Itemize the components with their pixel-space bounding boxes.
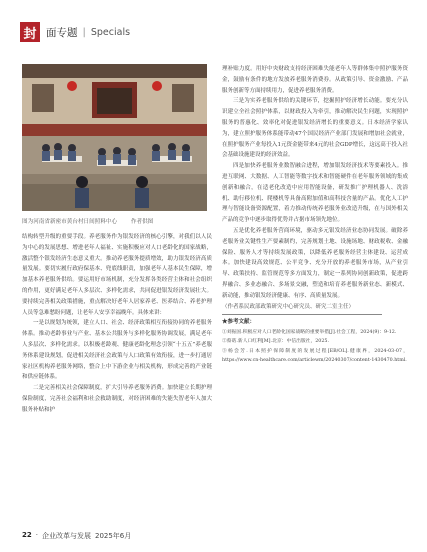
body-paragraph: 二是完善相关社会保障制度，扩大引导养老服务消费。加快建立长期护理保险制度，完善社会福利和社会救助制度，对经济困难的失能失智老年人加大服务补贴和护 [22,385,212,413]
reference-rule [222,314,382,315]
section-mark: 封 [20,22,40,42]
header-separator: | [82,26,86,38]
caption-credit: 作者供图 [130,219,154,225]
references-title: ★参考文献： [222,319,256,326]
photo-caption [22,217,212,225]
page-number: 22 [22,531,32,539]
reference-item: ②蔡昉.新人口红利[M].北京：中信出版社，2025. [222,339,329,345]
page-footer [22,531,131,541]
caption-text: 图为河南省新密市黄台村日间照料中心 [22,219,118,225]
magazine-name: 企业改革与发展 [41,532,91,540]
reference-item: ①刘振国.积极应对人口老龄化国家战略的重要举措[J].社会工程，2024(9)：9-12. [222,330,397,336]
body-paragraph: 一是以规划为统领，建立人口、社会、经济政策相互衔接协同的养老服务体系。推动老龄事业与产业、基本公共服务与多样化服务协调发展，满足老年人多层次、多样化需求。以积极老龄观、健康老龄化理念引领“十五五”养老服务体系建设规划，促进相关经济社会政策与人口政策有效衔接，进一步打通居家社区机构养老服务网络，整合上中下游企业与相关机构，形成完善的产业链和供应链体系。 [22,320,212,381]
article-photo [22,64,207,211]
reference-item: ③杨会芳.日本照护保障制度的发展过程[EB/OL].健康界，2024-03-07，https://www.cn-healthcare.com/articlewm/20240307/content-1430470.html. [222,348,408,363]
body-paragraph: 结构转型升级的重要手段。养老服务作为银发经济的核心引擎，对我们以人民为中心的发展思想、增进老年人福祉、实施积极应对人口老龄化的国家战略，激活整个银发经济生态意义重大。推动养老服务提质增效，助力银发经济高质量发展。要切实履行政府保基本、兜底线职责，加强老年人基本民生保障，增加基本养老服务供给。要运用好市场机制，充分发挥各类经营主体和社会组织的作用，更好满足老年人多层次、多样化需求，共同促进银发经济发展壮大。要持续完善相关政策措施，重点解决好老年人居家养老、医养结合、养老护理人员等急难愁盼问题，让老年人安享幸福晚年。具体来讲： [22,234,212,316]
section-title-en: Specials [90,26,131,38]
page-header [20,20,130,44]
issue-date: 2025年6月 [94,532,132,540]
right-column [222,64,408,529]
section-title: 面专题 [46,26,78,39]
body-paragraph: 理补贴力度。用好中央财政支持经济困难失能老年人等群体集中照护服务资金，鼓励有条件的地方发放养老服务消费券。从政策引导、资金激励、产品服务创新等方面持续用力，促进养老服务消费。 [222,66,408,94]
body-paragraph: 四是加快养老服务业数智融合进程，增加银发经济技术等要素投入。推进互联网、大数据、人工智能等数字技术和智能硬件在老年服务领域的集成创新和融合，在适老化改造中应用智能设备，研发推广护理机器人、洗浴机、助行移位机、爬楼机等具备高附加值和高科技含量的产品。优化人工护理与智能设备资源配置，着力推动传统养老服务业改造升级，在与国外相关产品的竞争中逐步取得优势并占据市场领先地位。 [222,163,408,224]
left-column [22,232,212,523]
footer-separator: · [35,531,38,539]
photo-illustration [22,64,207,211]
author-note: （作者系民政部政策研究中心研究员、研究二室主任） [222,303,355,310]
body-paragraph: 三是为实养老服务供给的关键环节，挖掘照护经济增长动能。要充分认识建立全社会照护体系，以财政投入为牵引，推动解决民生问题，实现照护服务的普惠化、效率化对促进银发经济增长的重要意义。日本经济学家认为，建立照护服务体系能带动47个国民经济产业部门发展和增加社会就业，在照护服务产业每投入1元资金能带来4元的社会GDP增长，这远高于投入社会基础设施建设的经济效益。 [222,98,408,159]
body-paragraph: 五是优化养老服务营商环境，驱动多元银发经济业态协同发展。破除养老服务业关键性生产要素制约，完善规划土地、设施场地、财政税收、金融保险、服务人才等持续发展政策，以降低养老服务经营主体建设、运营成本。加快建设高效规范、公平竞争、充分开放的养老服务市场，从产业引导、政策扶持、监管规范等多方面发力，制定一系列协同创新政策，促进跨界融合、多业态融合、多场景交融，塑造和培育养老服务新业态、新模式、新动能，推动银发经济健康、有序、高质量发展。 [222,227,408,299]
